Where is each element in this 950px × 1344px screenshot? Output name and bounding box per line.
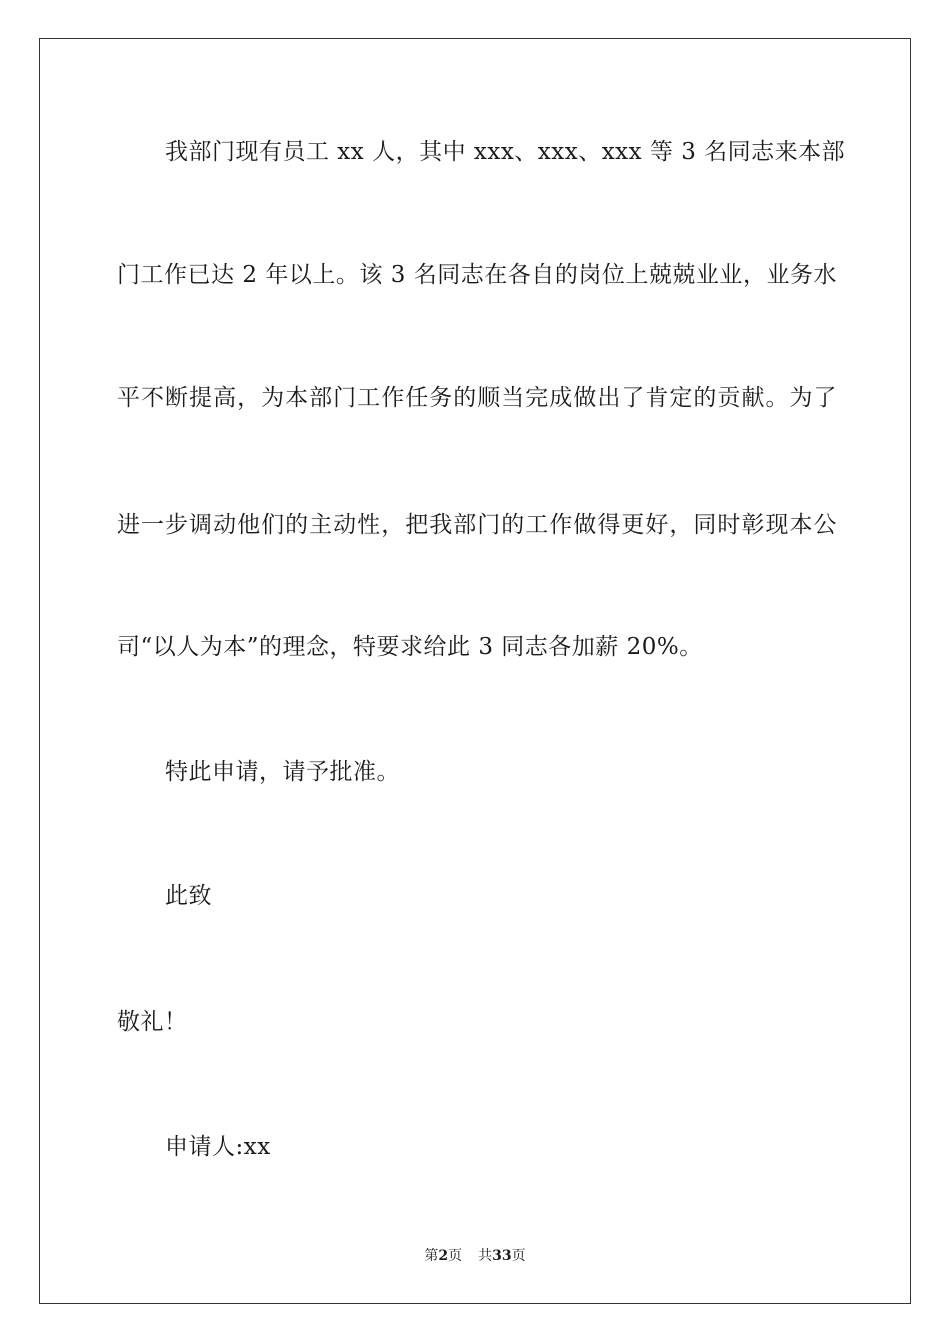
page-border <box>39 38 911 1304</box>
salutation-cizhi: 此致 <box>165 883 212 909</box>
footer-total-prefix: 共 <box>478 1248 493 1264</box>
footer-page-suffix: 页 <box>448 1248 463 1264</box>
footer-page-number: 2 <box>438 1248 449 1264</box>
paragraph-line-5: 司“以人为本”的理念，特要求给此 3 同志各加薪 20%。 <box>117 634 703 660</box>
page-footer <box>0 1246 950 1266</box>
paragraph-line-3: 平不断提高，为本部门工作任务的顺当完成做出了肯定的贡献。为了 <box>117 385 837 411</box>
salutation-jingli: 敬礼！ <box>117 1009 188 1035</box>
footer-total-pages: 33 <box>492 1248 512 1264</box>
paragraph-line-4: 进一步调动他们的主动性，把我部门的工作做得更好，同时彰现本公 <box>117 512 837 538</box>
paragraph-line-1: 我部门现有员工 xx 人，其中 xxx、xxx、xxx 等 3 名同志来本部 <box>165 139 846 165</box>
applicant-signature: 申请人:xx <box>165 1134 271 1160</box>
footer-prefix: 第 <box>424 1248 439 1264</box>
paragraph-line-2: 门工作已达 2 年以上。该 3 名同志在各自的岗位上兢兢业业，业务水 <box>117 262 837 288</box>
request-closing-line: 特此申请，请予批准。 <box>165 759 400 785</box>
footer-total-suffix: 页 <box>511 1248 526 1264</box>
